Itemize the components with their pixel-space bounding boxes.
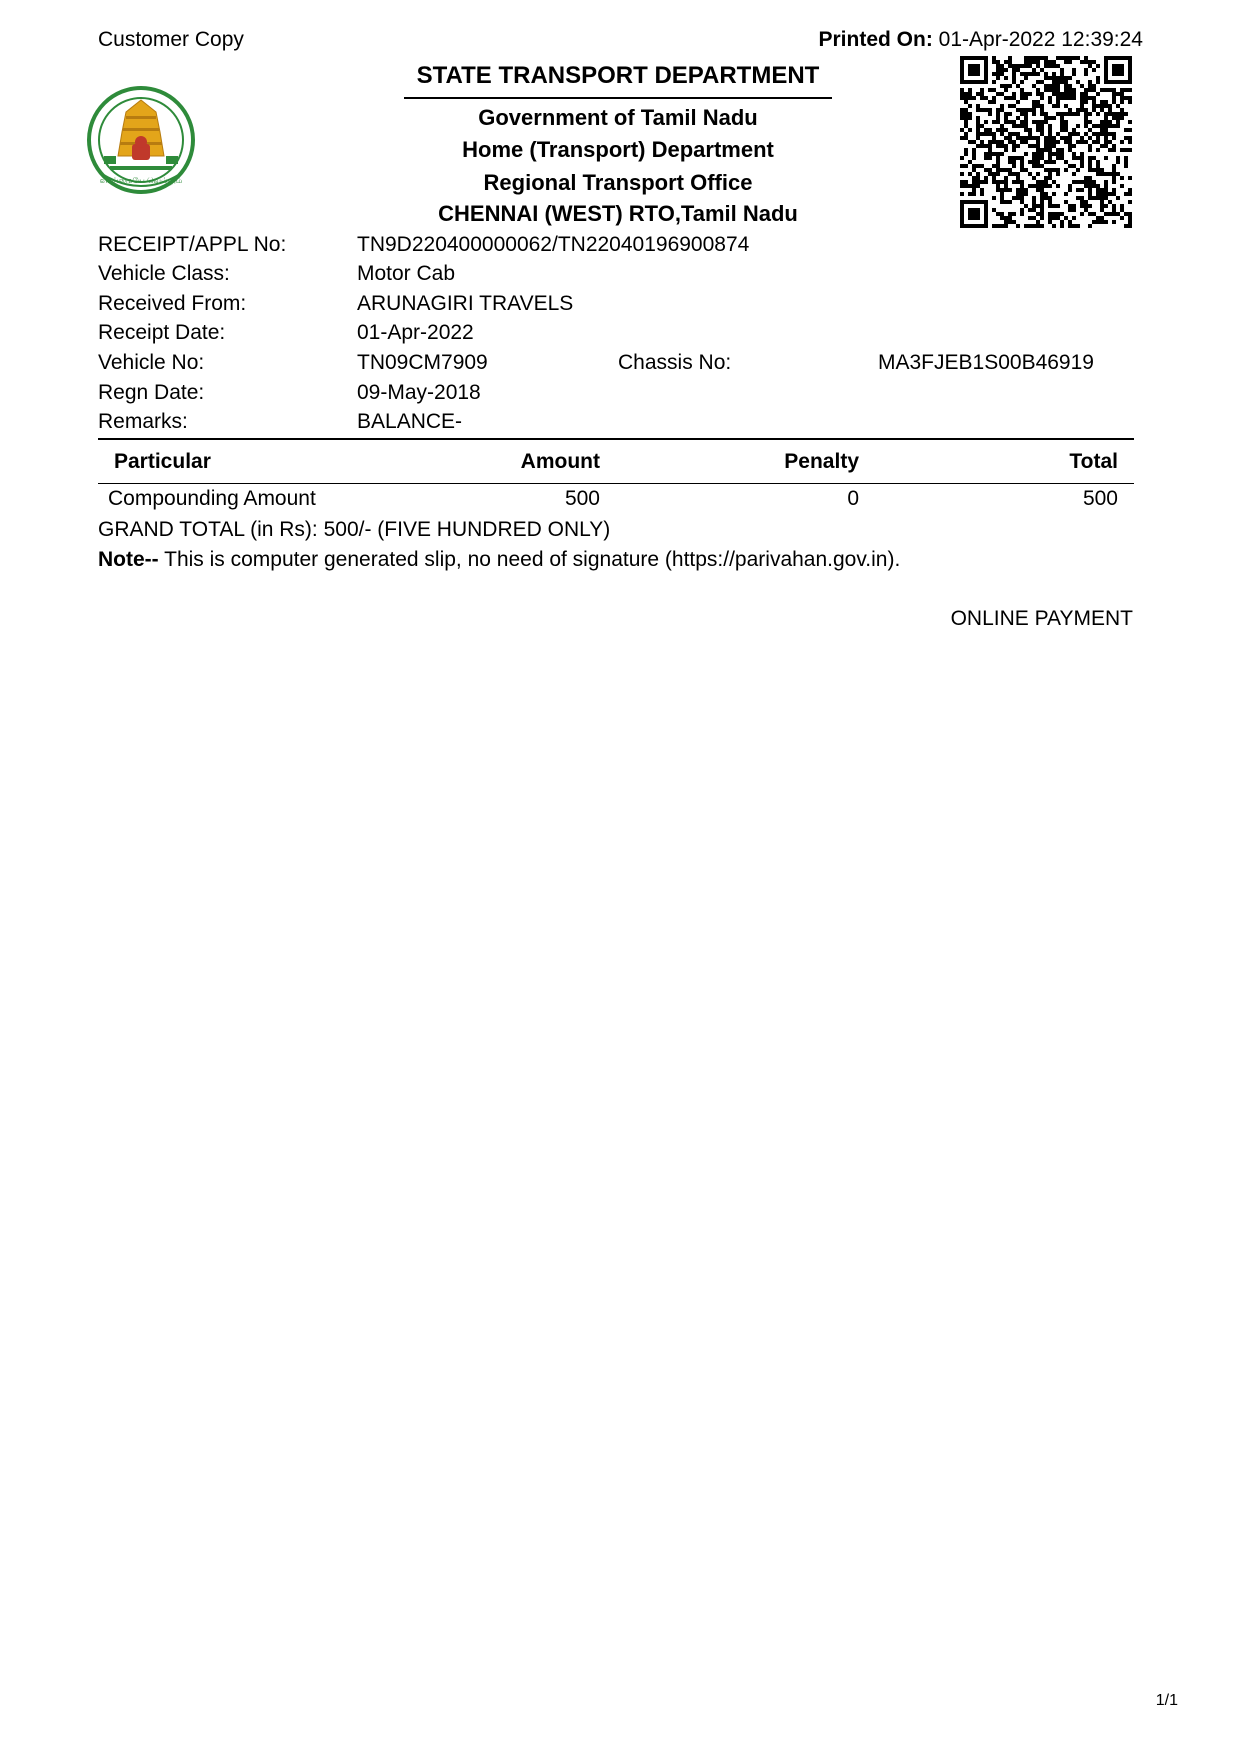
header-line-4: CHENNAI (WEST) RTO,Tamil Nadu [438,201,798,226]
department-title: STATE TRANSPORT DEPARTMENT [416,62,820,89]
field-label-remarks: Remarks: [98,410,188,433]
note-label: Note-- [98,548,159,571]
table-header-penalty: Penalty [784,450,859,473]
note-text: This is computer generated slip, no need of signature (https://parivahan.gov.in). [158,548,901,571]
field-value-receipt-date: 01-Apr-2022 [357,321,474,344]
table-header-total: Total [1069,450,1118,473]
field-label-chassis-no: Chassis No: [618,351,732,374]
field-label-vehicle-class: Vehicle Class: [98,262,230,285]
header-line-1: Government of Tamil Nadu [478,105,758,130]
grand-total: GRAND TOTAL (in Rs): 500/- (FIVE HUNDRED ONLY) [98,518,611,541]
qr-code-icon [960,56,1132,228]
copy-label: Customer Copy [98,28,244,51]
field-label-regn-date: Regn Date: [98,381,205,404]
header-line-2: Home (Transport) Department [462,137,774,162]
field-label-received-from: Received From: [98,292,247,315]
table-cell-penalty: 0 [847,487,859,510]
field-value-received-from: ARUNAGIRI TRAVELS [357,292,574,315]
table-header-amount: Amount [520,450,600,473]
field-value-vehicle-class: Motor Cab [357,262,456,285]
title-underline [404,97,832,99]
page-number: 1/1 [1155,1692,1178,1709]
printed-on-label: Printed On: [818,28,933,51]
field-label-receipt-date: Receipt Date: [98,321,226,344]
emblem-motto: வாய்மையே வெல்லும் [99,176,183,185]
field-value-regn-date: 09-May-2018 [357,381,481,404]
table-cell-amount: 500 [564,487,600,510]
printed-on-value: 01-Apr-2022 12:39:24 [938,28,1143,51]
field-label-receipt: RECEIPT/APPL No: [98,233,287,256]
note [98,548,900,572]
header-line-3: Regional Transport Office [483,170,753,195]
field-value-receipt: TN9D220400000062/TN22040196900874 [357,233,750,256]
table-header-rule [98,483,1134,484]
field-label-vehicle-no: Vehicle No: [98,351,205,374]
field-value-chassis-no: MA3FJEB1S00B46919 [878,351,1094,374]
table-cell-total: 500 [1082,487,1118,510]
field-value-remarks: BALANCE- [357,410,463,433]
printed-on [818,28,1143,52]
table-cell-particular: Compounding Amount [108,487,316,510]
table-top-rule [98,438,1134,440]
payment-mode: ONLINE PAYMENT [950,607,1133,630]
field-value-vehicle-no: TN09CM7909 [357,351,488,374]
table-header-particular: Particular [114,450,211,473]
